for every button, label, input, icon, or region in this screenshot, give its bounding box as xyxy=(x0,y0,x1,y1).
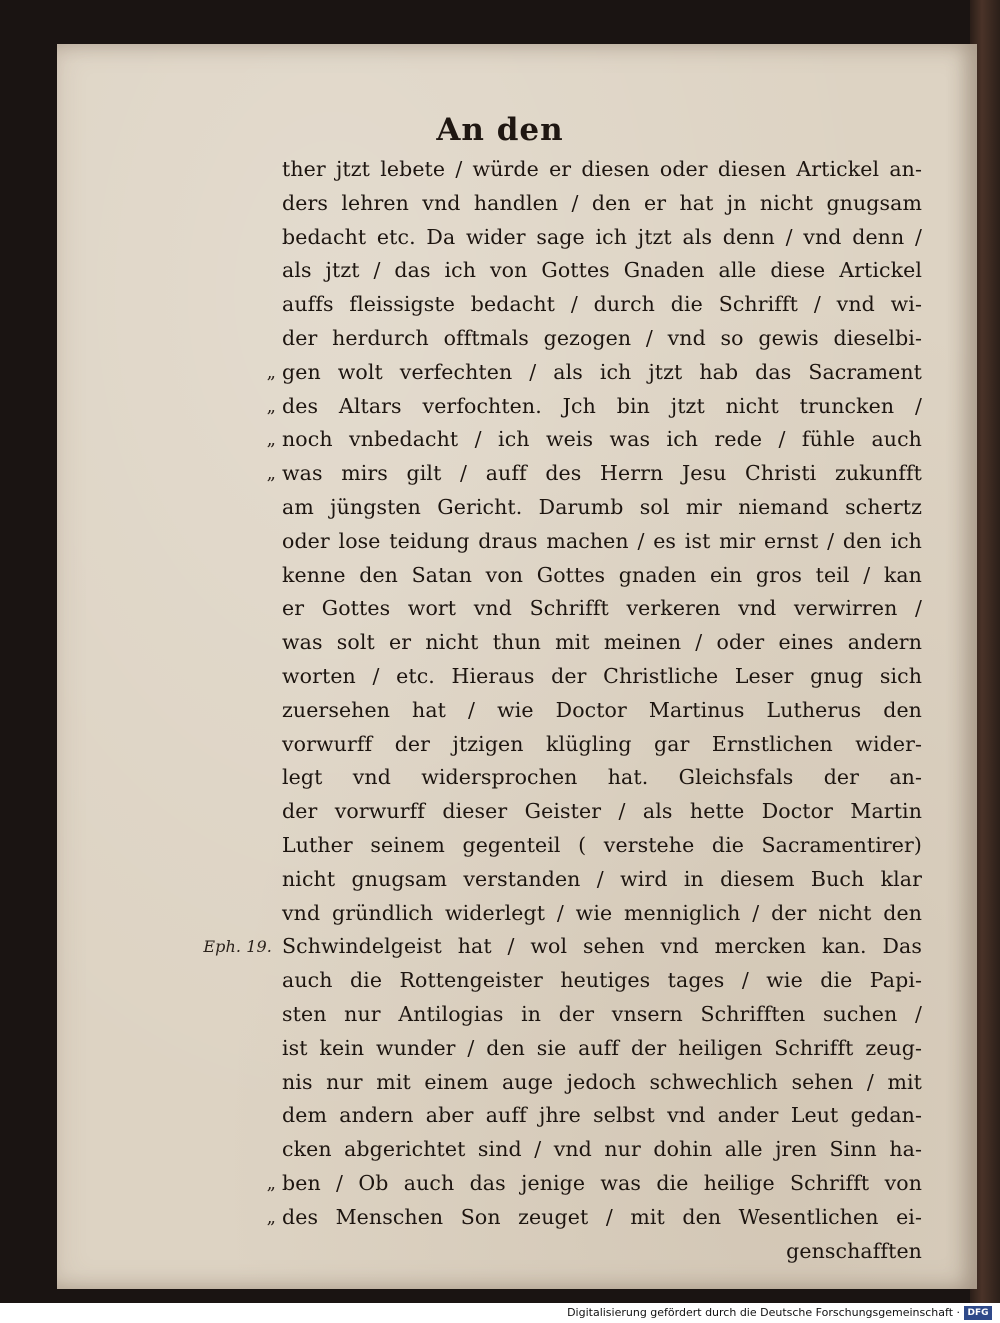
line-text: Schwindelgeist hat / wol sehen vnd mercken kan. Das xyxy=(282,934,922,959)
text-line xyxy=(282,221,922,255)
text-line xyxy=(282,660,922,694)
text-line xyxy=(282,288,922,322)
line-text: vnd gründlich widerlegt / wie menniglich / der nicht den xyxy=(282,900,922,925)
text-line xyxy=(282,964,922,998)
text-line xyxy=(282,1032,922,1066)
line-text: ther jtzt lebete / würde er diesen oder diesen Artickel an- xyxy=(282,157,922,181)
text-line xyxy=(282,153,922,187)
text-line xyxy=(282,322,922,356)
quotation-mark: „ xyxy=(266,1172,276,1194)
text-line xyxy=(282,592,922,626)
text-line xyxy=(282,1099,922,1133)
line-text: er Gottes wort vnd Schrifft verkeren vnd verwirren / xyxy=(282,596,922,621)
text-line xyxy=(282,998,922,1032)
text-line xyxy=(282,795,922,829)
quotation-mark: „ xyxy=(266,361,276,383)
text-line xyxy=(282,1066,922,1100)
line-text: des Altars verfochten. Jch bin jtzt nicht truncken / xyxy=(282,393,922,418)
line-text: ben / Ob auch das jenige was die heilige Schrifft von xyxy=(282,1170,922,1195)
line-text: cken abgerichtet sind / vnd nur dohin alle jren Sinn ha- xyxy=(282,1137,922,1162)
text-line xyxy=(282,491,922,525)
text-line xyxy=(266,457,922,491)
line-text: sten nur Antilogias in der vnsern Schrifften suchen / xyxy=(282,1001,922,1026)
line-text: worten / etc. Hieraus der Christliche Leser gnug sich xyxy=(282,663,922,688)
line-text: was solt er nicht thun mit meinen / oder eines andern xyxy=(282,630,922,655)
quotation-mark: „ xyxy=(266,463,276,485)
text-line xyxy=(282,626,922,660)
line-text: gen wolt verfechten / als ich jtzt hab das Sacrament xyxy=(282,359,922,384)
line-text: kenne den Satan von Gottes gnaden ein gros teil / kan xyxy=(282,562,922,587)
margin-note: Eph. 19. xyxy=(203,937,272,957)
line-text: am jüngsten Gericht. Darumb sol mir niemand schertz xyxy=(282,494,922,519)
line-text: der vorwurff dieser Geister / als hette Doctor Martin xyxy=(282,799,922,824)
text-line xyxy=(266,423,922,457)
text-line xyxy=(203,930,922,964)
line-text: des Menschen Son zeuget / mit den Wesentlichen ei- xyxy=(282,1204,922,1229)
line-text: bedacht etc. Da wider sage ich jtzt als denn / vnd denn / xyxy=(282,224,922,249)
line-text: als jtzt / das ich von Gottes Gnaden alle diese Artickel xyxy=(282,258,922,283)
footer-credit: Digitalisierung gefördert durch die Deutsche Forschungsgemeinschaft · xyxy=(567,1306,960,1319)
text-line xyxy=(282,728,922,762)
text-line xyxy=(282,187,922,221)
text-line xyxy=(282,525,922,559)
text-line xyxy=(282,863,922,897)
line-text: ist kein wunder / den sie auff der heiligen Schrifft zeug- xyxy=(282,1035,922,1060)
line-text: legt vnd widersprochen hat. Gleichsfals der an- xyxy=(282,765,922,790)
quotation-mark: „ xyxy=(266,1206,276,1228)
running-head: An den xyxy=(436,112,564,148)
text-line xyxy=(266,1167,922,1201)
line-text: auch die Rottengeister heutiges tages / wie die Papi- xyxy=(282,968,922,993)
text-line xyxy=(282,829,922,863)
line-text: vorwurff der jtzigen klügling gar Ernstlichen wider- xyxy=(282,731,922,756)
line-text: nis nur mit einem auge jedoch schwechlich sehen / mit xyxy=(282,1069,922,1094)
footer-bar xyxy=(0,1303,1000,1323)
text-line xyxy=(266,356,922,390)
catchword-line xyxy=(282,1235,922,1269)
line-text: noch vnbedacht / ich weis was ich rede / fühle auch xyxy=(282,427,922,452)
quotation-mark: „ xyxy=(266,395,276,417)
text-line xyxy=(266,1201,922,1235)
quotation-mark: „ xyxy=(266,429,276,451)
text-block xyxy=(203,153,922,1268)
text-line xyxy=(282,694,922,728)
text-line xyxy=(282,897,922,931)
line-text: nicht gnugsam verstanden / wird in diesem Buch klar xyxy=(282,866,922,891)
dfg-logo: DFG xyxy=(964,1306,992,1320)
line-text: auffs fleissigste bedacht / durch die Schrifft / vnd wi- xyxy=(282,292,922,317)
line-text: was mirs gilt / auff des Herrn Jesu Christi zukunfft xyxy=(282,461,922,486)
line-text: oder lose teidung draus machen / es ist mir ernst / den ich xyxy=(282,528,922,553)
line-text: ders lehren vnd handlen / den er hat jn nicht gnugsam xyxy=(282,190,922,215)
text-line xyxy=(266,390,922,424)
text-line xyxy=(282,1133,922,1167)
text-line xyxy=(282,761,922,795)
line-text: zuersehen hat / wie Doctor Martinus Lutherus den xyxy=(282,697,922,722)
catchword: genschafften xyxy=(786,1238,922,1263)
line-text: der herdurch offtmals gezogen / vnd so gewis dieselbi- xyxy=(282,325,922,350)
line-text: dem andern aber auff jhre selbst vnd ander Leut gedan- xyxy=(282,1103,922,1128)
text-line xyxy=(282,559,922,593)
text-line xyxy=(282,254,922,288)
line-text: Luther seinem gegenteil ( verstehe die Sacramentirer) xyxy=(282,832,922,857)
